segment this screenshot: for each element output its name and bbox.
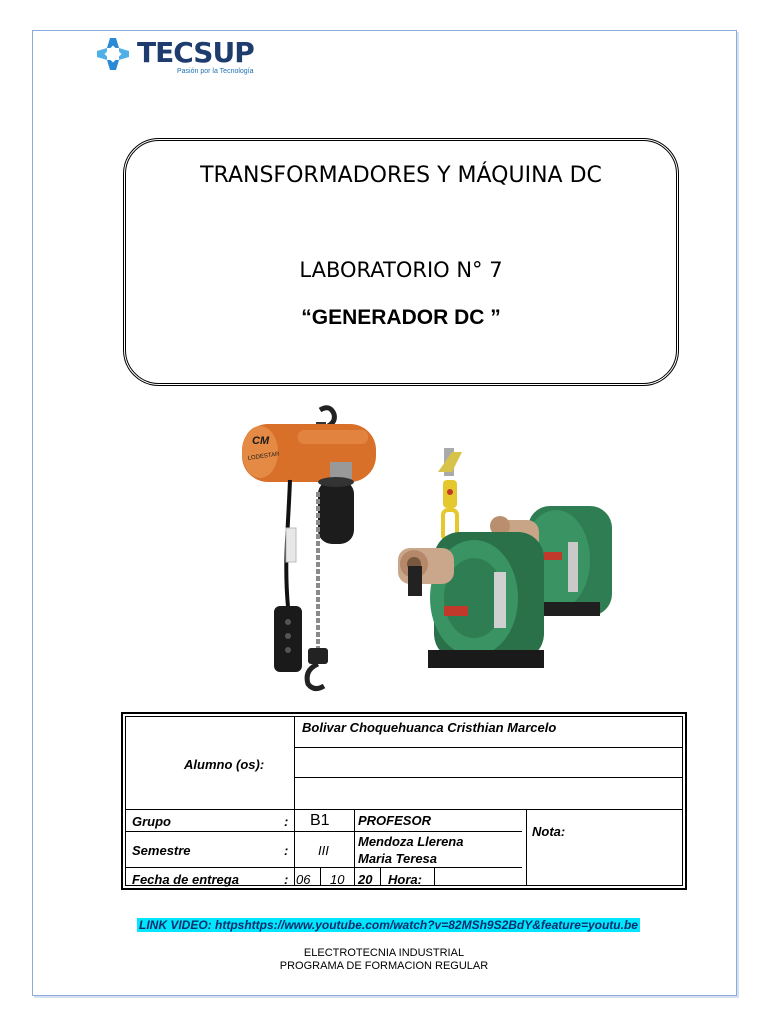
title-box [123,138,679,386]
hoist-model-label: LODESTAR [247,451,280,462]
student-info-table [121,712,687,890]
student-info-table-inner [125,716,683,886]
hoist-brand-label: CM [252,435,270,447]
hoist-and-motors-illustration [238,402,618,694]
logo-tagline: Pasión por la Tecnología [177,68,254,75]
student-name: Bolivar Choquehuanca Cristhian Marcelo [302,720,557,735]
delivery-month: 10 [330,872,345,887]
delivery-year: 20 [358,872,373,887]
professor-label: PROFESOR [358,813,431,828]
footer [0,947,768,973]
semester-colon: : [284,843,289,858]
group-value: B1 [310,812,330,829]
course-title: TRANSFORMADORES Y MÁQUINA DC [200,163,602,188]
group-label: Grupo [132,814,171,829]
student-label: Alumno (os): [184,757,265,772]
delivery-day: 06 [296,872,311,887]
hour-label: Hora: [388,872,422,887]
professor-name-line-1: Mendoza Llerena [358,834,464,849]
professor-name-line-2: Maria Teresa [358,851,438,866]
delivery-date-label: Fecha de entrega [132,872,239,887]
footer-line-1: ELECTROTECNIA INDUSTRIAL [303,947,465,959]
lab-name: “GENERADOR DC ” [301,306,501,329]
dc-motors-image [398,448,612,668]
semester-value: III [318,843,329,858]
logo-name: TECSUP [137,36,254,69]
lab-number: LABORATORIO N° 7 [299,258,503,282]
video-link[interactable]: LINK VIDEO: httpshttps://www.youtube.com/watch?v=82MSh9S2BdY&feature=youtu.be [139,918,638,932]
tecsup-logo-mark-icon [95,36,131,72]
group-colon: : [284,814,289,829]
grade-label: Nota: [532,824,566,839]
delivery-date-colon: : [284,872,289,887]
semester-label: Semestre [132,843,191,858]
chain-hoist-image [242,408,376,689]
footer-line-2: PROGRAMA DE FORMACION REGULAR [279,960,489,972]
tecsup-logo [95,36,265,84]
